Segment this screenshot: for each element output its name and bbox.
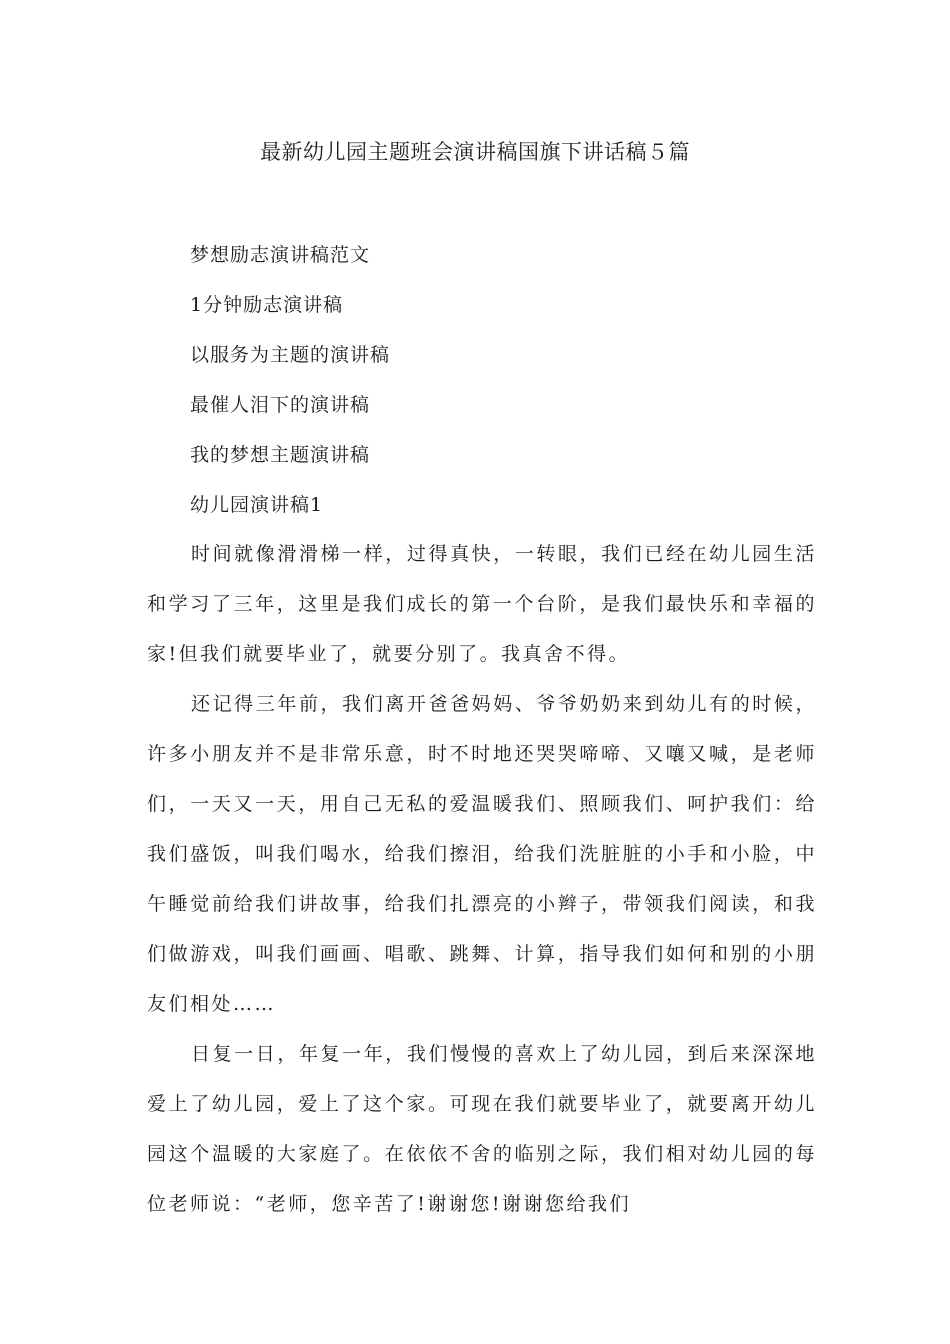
- document-body: [147, 529, 817, 1229]
- toc-item: 最催人泪下的演讲稿: [190, 394, 371, 416]
- toc-item: 我的梦想主题演讲稿: [190, 444, 371, 466]
- toc-item: 以服务为主题的演讲稿: [190, 344, 391, 366]
- table-of-contents: [190, 230, 390, 530]
- document-title: 最新幼儿园主题班会演讲稿国旗下讲话稿５篇: [260, 140, 690, 164]
- toc-item: 幼儿园演讲稿1: [190, 494, 324, 516]
- toc-item: 梦想励志演讲稿范文: [190, 244, 371, 266]
- toc-item: 1分钟励志演讲稿: [190, 294, 344, 316]
- body-paragraph: 日复一日，年复一年，我们慢慢的喜欢上了幼儿园，到后来深深地爱上了幼儿园，爱上了这个家。可现在我们就要毕业了，就要离开幼儿园这个温暖的大家庭了。在依依不舍的临别之际，我们相对幼儿园的每位老师说：“老师，您辛苦了!谢谢您!谢谢您给我们: [147, 1043, 817, 1215]
- body-paragraph: 还记得三年前，我们离开爸爸妈妈、爷爷奶奶来到幼儿有的时候，许多小朋友并不是非常乐意，时不时地还哭哭啼啼、又嚷又喊，是老师们，一天又一天，用自己无私的爱温暖我们、照顾我们、呵护我们：给我们盛饭，叫我们喝水，给我们擦泪，给我们洗脏脏的小手和小脸，中午睡觉前给我们讲故事，给我们扎漂亮的小辫子，带领我们阅读，和我们做游戏，叫我们画画、唱歌、跳舞、计算，指导我们如何和别的小朋友们相处……: [147, 693, 817, 1015]
- body-paragraph: 时间就像滑滑梯一样，过得真快，一转眼，我们已经在幼儿园生活和学习了三年，这里是我们成长的第一个台阶，是我们最快乐和幸福的家!但我们就要毕业了，就要分别了。我真舍不得。: [147, 543, 817, 665]
